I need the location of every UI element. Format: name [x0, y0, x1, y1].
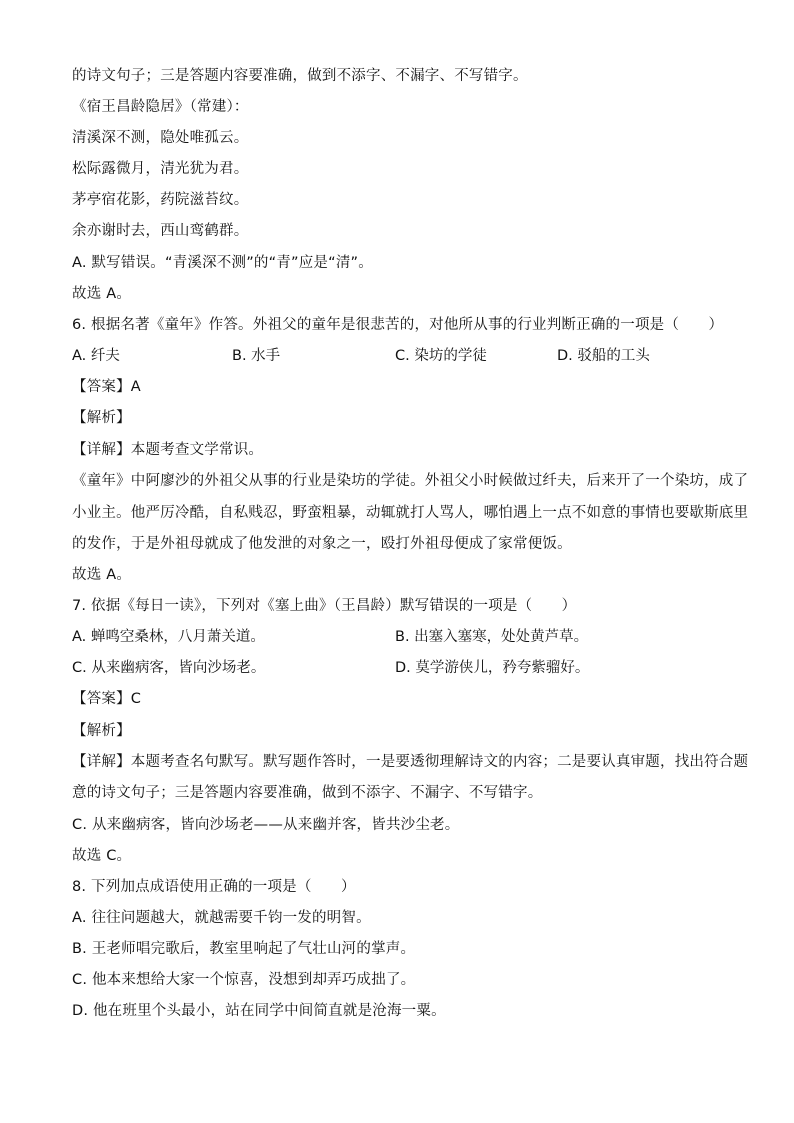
analysis-label: 【解析】: [72, 410, 131, 426]
option-d: D. 莫学游侠儿，矜夸紫骝好。: [395, 660, 590, 676]
poem-line: 松际露微月，清光犹为君。: [72, 161, 249, 177]
question-7: 7. 依据《每日一读》，下列对《塞上曲》（王昌龄）默写错误的一项是（ ）: [72, 598, 577, 614]
detail-line: 【详解】本题考查名句默写。默写题作答时，一是要透彻理解诗文的内容；二是要认真审题，找出符合题: [72, 754, 749, 770]
text-line: 的诗文句子；三是答题内容要准确，做到不添字、不漏字、不写错字。: [72, 68, 528, 84]
choice-line: 故选 C。: [72, 848, 132, 864]
poem-title: 《宿王昌龄隐居》（常建）：: [72, 99, 249, 115]
option-d: D. 他在班里个头最小，站在同学中间简直就是沧海一粟。: [72, 1003, 446, 1019]
poem-line: 清溪深不测，隐处唯孤云。: [72, 130, 249, 146]
explanation-line: A. 默写错误。“青溪深不测”的“青”应是“清”。: [72, 255, 373, 271]
option-c: C. 他本来想给大家一个惊喜，没想到却弄巧成拙了。: [72, 972, 416, 988]
option-c: C. 染坊的学徒: [395, 348, 487, 364]
detail-paragraph-line: 的发作，于是外祖母就成了他发泄的对象之一，殴打外祖母便成了家常便饭。: [72, 536, 572, 552]
answer-label: 【答案】A: [72, 379, 141, 395]
detail-paragraph-line: 《童年》中阿廖沙的外祖父从事的行业是染坊的学徒。外祖父小时候做过纤夫，后来开了一个染坊，成了: [72, 473, 749, 489]
analysis-label: 【解析】: [72, 723, 131, 739]
question-8: 8. 下列加点成语使用正确的一项是（ ）: [72, 879, 356, 895]
poem-line: 茅亭宿花影，药院滋苔纹。: [72, 192, 249, 208]
detail-line: 【详解】本题考查文学常识。: [72, 442, 264, 458]
detail-paragraph-line: 小业主。他严厉冷酷，自私贱忍，野蛮粗暴，动辄就打人骂人，哪怕遇上一点不如意的事情也要歇斯底里: [72, 505, 749, 521]
option-b: B. 王老师唱完歌后，教室里响起了气壮山河的掌声。: [72, 941, 416, 957]
option-d: D. 驳船的工头: [557, 348, 650, 364]
option-c: C. 从来幽病客，皆向沙场老。: [72, 660, 266, 676]
option-a: A. 往往问题越大，就越需要千钧一发的明智。: [72, 910, 371, 926]
detail-line: 意的诗文句子；三是答题内容要准确，做到不添字、不漏字、不写错字。: [72, 785, 543, 801]
option-b: B. 水手: [232, 348, 281, 364]
answer-label: 【答案】C: [72, 691, 142, 707]
option-a: A. 蝉鸣空桑林，八月萧关道。: [72, 629, 265, 645]
question-6: 6. 根据名著《童年》作答。外祖父的童年是很悲苦的，对他所从事的行业判断正确的一项是（ ）: [72, 317, 724, 333]
detail-line: C. 从来幽病客，皆向沙场老——从来幽并客，皆共沙尘老。: [72, 817, 460, 833]
poem-line: 余亦谢时去，西山鸾鹤群。: [72, 223, 249, 239]
option-b: B. 出塞入塞寒，处处黄芦草。: [395, 629, 589, 645]
choice-line: 故选 A。: [72, 567, 132, 583]
choice-line: 故选 A。: [72, 286, 132, 302]
option-a: A. 纤夫: [72, 348, 120, 364]
